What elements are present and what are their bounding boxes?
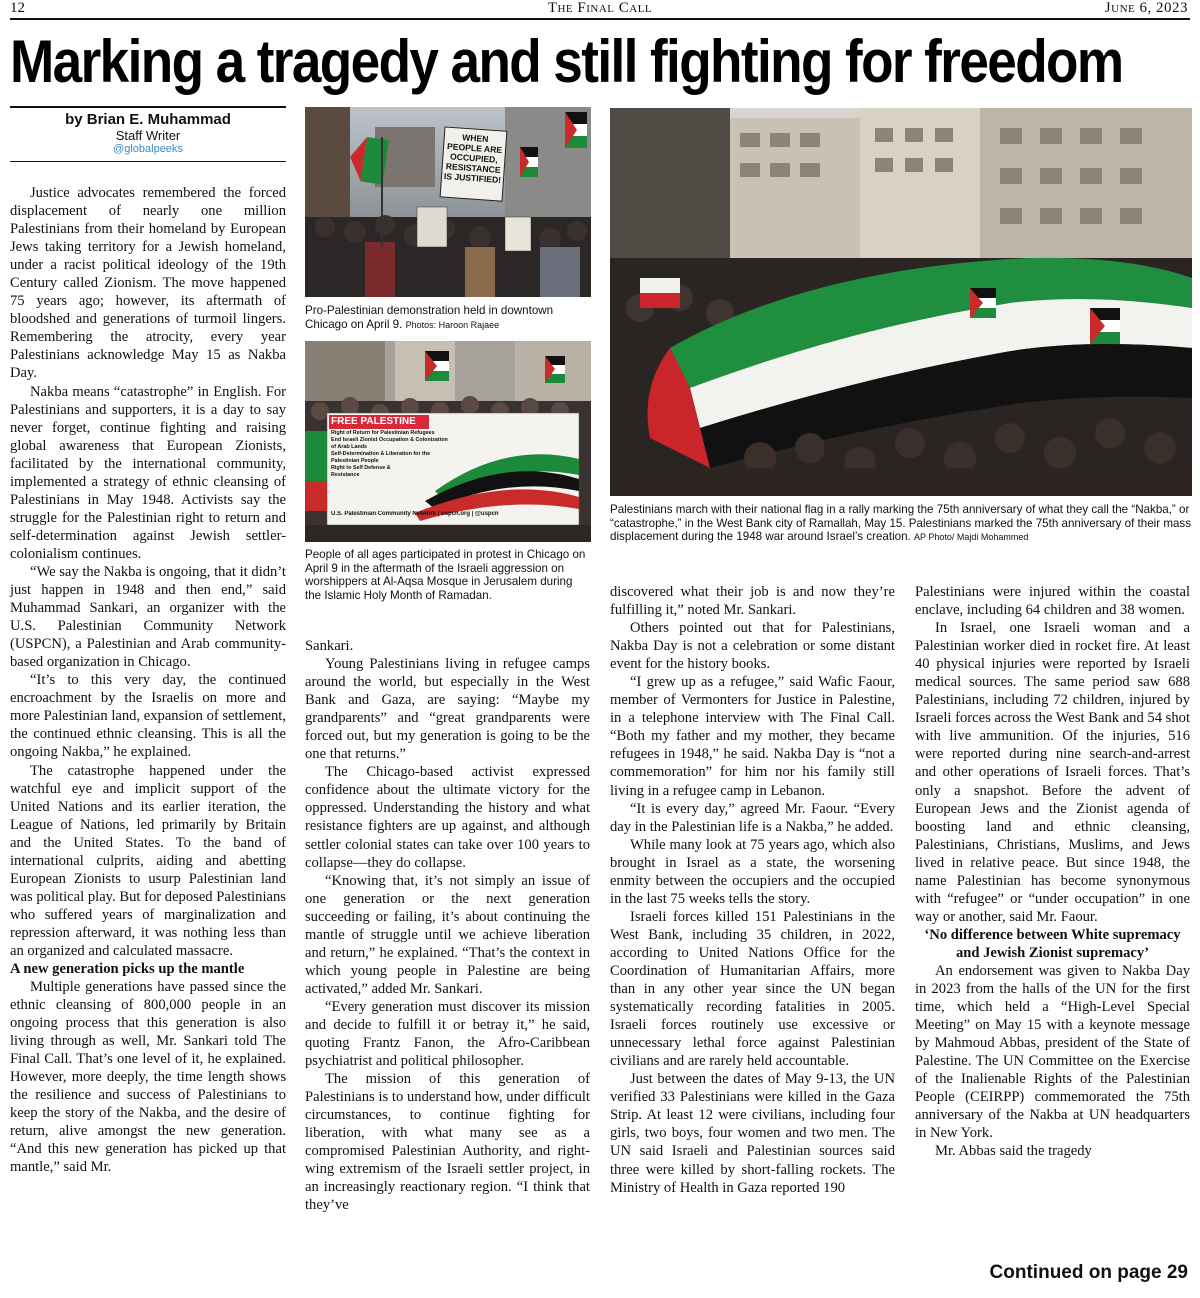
paragraph: An endorsement was given to Nakba Day in 2023 from the halls of the UN for the first time, which held a “High-Level Special Meeting” on May 15 with a keynote message by Mahmoud Abbas, president of the State of Palestine. The UN Committee on the Exercise of the Inalienable Rights of the Palestinian People (CEIRPP) commemorated the 75th anniversary of the Nakba at UN headquarters in New York.: [915, 962, 1190, 1142]
paragraph: Multiple generations have passed since the ethnic cleansing of 800,000 people in an ongoing process that this generation is also living through as well, Mr. Sankari told The Final Call. That’s one level of it, he explained. However, more deeply, the time length shows the resilience and success of Palestinians to keep the story of the Nakba, and the desire of return, alive amongst the new generation. “And this new generation has picked up that mantle,” said Mr.: [10, 979, 286, 1176]
banner-line: of Arab Lands: [331, 444, 368, 450]
issue-date: June 6, 2023: [1104, 0, 1188, 16]
page-number: 12: [10, 0, 25, 16]
caption-text: Palestinians march with their national flag in a rally marking the 75th anniversary of what they call the “Nakba,” or “catastrophe,” in the West Bank city of Ramallah, May 15. Palestinians marked the 75th anniversary of their mass displacement during the 1948 war around Israel’s creation.: [610, 503, 1192, 544]
byline-author: by Brian E. Muhammad: [65, 111, 231, 128]
paragraph: Others pointed out that for Palestinians, Nakba Day is not a celebration or some distant event for the history books.: [610, 620, 895, 673]
paragraph: In Israel, one Israeli woman and a Palestinian worker died in rocket fire. At least 40 physical injuries were reported by Israeli medical sources. The same period saw 688 Palestinians, including 72 children, injured by Israeli forces across the West Bank and 54 shot with live ammunition. Of the injuries, 516 were reported during nine search-and-arrest and other operations of Israeli forces. That’s only a snapshot. Before the advent of European Jews and the Zionist agenda of boosting land and ethnic cleansing, Palestinians, Christians, Muslims, and Jews lived in relative peace. But since 1948, the name Palestinian has become synonymous with “refugee” or “under occupation” in one way or another, said Mr. Faour.: [915, 620, 1190, 925]
photo-credit: Photos: Haroon Rajaee: [405, 319, 500, 330]
paragraph: discovered what their job is and now they’re fulfilling it,” noted Mr. Sankari.: [610, 584, 895, 619]
byline: [10, 106, 286, 162]
byline-handle[interactable]: @globalpeeks: [113, 143, 183, 155]
protest-sign-text: WHEN PEOPLE ARE OCCUPIED, RESISTANCE IS JUSTIFIED!: [443, 132, 503, 186]
banner-line: Resistance: [331, 472, 360, 478]
paragraph: Nakba means “catastrophe” in English. For Palestinians and supporters, it is a day to say never forget, continue fighting and raising global awareness that European Zionists, facilitated by the international community, implemented a strategy of ethnic cleansing of Palestinians in May 1948. Activists say the struggle for the Palestinian right to return and self-determination against Jewish settler-colonialism continues.: [10, 383, 286, 562]
paragraph: Israeli forces killed 151 Palestinians in the West Bank, including 35 children, in 2022, according to United Nations Office for the Coordination of Humanitarian Affairs, more than in any other year since the UN began systematically recording fatalities in 2005. Israeli forces routinely use excessive or unnecessary lethal force against Palestinian civilians and are rarely held accountable.: [610, 908, 895, 1070]
paragraph: “I grew up as a refugee,” said Wafic Faour, member of Vermonters for Justice in Palestine, in a telephone interview with The Final Call. “Both my father and my mother, they became refugees in 1948,” he said. Nakba Day is “not a commemoration” for him nor his family still living in a refugee camp in Lebanon.: [610, 674, 895, 799]
paragraph: “It is every day,” agreed Mr. Faour. “Every day in the Palestinian life is a Nakba,” he added.: [610, 800, 895, 835]
banner-footer: U.S. Palestinian Community Network | uspcn.org | @uspcn: [331, 511, 499, 517]
photo3-caption: [610, 503, 1192, 545]
subheading: A new generation picks up the mantle: [10, 961, 245, 978]
article-column-4: [915, 583, 1190, 1263]
paragraph: Palestinians were injured within the coastal enclave, including 64 children and 38 women.: [915, 584, 1190, 619]
byline-role: Staff Writer: [115, 128, 181, 143]
paragraph: The catastrophe happened under the watchful eye and implicit support of the United Nations and its earlier iteration, the League of Nations, led primarily by Britain and the United States. To the band of international culprits, aiding and abetting European Zionists to usurp Palestinian land was political play. But for deposed Palestinians who suffered years of marginalization and repression afterward, it was nothing less than an organized and calculated massacre.: [10, 762, 286, 959]
paragraph: Mr. Abbas said the tragedy: [935, 1143, 1092, 1160]
banner-protest-photo: [305, 341, 591, 542]
banner-line: Right of Return for Palestinian Refugees: [331, 430, 435, 436]
article-column-2: [305, 637, 590, 1289]
banner-line: End Israeli Zionist Occupation & Colonization: [331, 437, 448, 443]
paragraph: “It’s to this very day, the continued encroachment by the Israelis on more and more Palestinian land, expansion of settlement, the continued ethnic cleansing. This is all the ongoing Nakba,” he explained.: [10, 672, 286, 761]
banner-line: Palestinian People: [331, 458, 379, 464]
banner-line: Self-Determination & Liberation for the: [331, 451, 431, 457]
headline: Marking a tragedy and still fighting for freedom: [10, 28, 1123, 95]
article-column-1: [10, 184, 286, 1288]
paragraph: While many look at 75 years ago, which also brought in Israel as a state, the worsening enmity between the occupiers and the occupied in the last 75 weeks tells the story.: [610, 836, 895, 907]
paragraph: The mission of this generation of Palestinians is to understand how, under difficult circumstances, to continue fighting for liberation, with what many see as a compromised Palestinian Authority, and right-wing extremism of the Israeli settler project, in an increasingly reactionary region. “I think that they’ve: [305, 1071, 590, 1214]
continued-jump-line[interactable]: Continued on page 29: [989, 1262, 1188, 1283]
publication-name: The Final Call: [547, 0, 653, 16]
photo1-caption: [305, 304, 591, 332]
article-column-3: [610, 583, 895, 1289]
banner-title: FREE PALESTINE: [331, 416, 416, 427]
subheading: ‘No difference between White supremacy and Jewish Zionist supremacy’: [924, 926, 1181, 961]
protest-photo-chicago: [305, 107, 591, 297]
banner-line: Right to Self Defense &: [331, 465, 391, 471]
paragraph: Justice advocates remembered the forced displacement of nearly one million Palestinians from their homeland by European Jews taking territory for a Jewish homeland, under a racist political ideology of the 19th Century called Zionism. The move happened 75 years ago; however, its aftermath of bloodshed and generations of turmoil lingers. Remembering the atrocity, every year Palestinians acknowledge May 15 as Nakba Day.: [10, 185, 286, 382]
page-header: [10, 0, 1190, 18]
paragraph: The Chicago-based activist expressed confidence about the ultimate victory for the oppressed. Understanding the history and what resistance fighters are up against, and although settler colonial states can take over 100 years to collapse—they do collapse.: [305, 764, 590, 871]
paragraph: Just between the dates of May 9-13, the UN verified 33 Palestinians were killed in the Gaza Strip. At least 12 were civilians, including four girls, two boys, four women and two men. The UN said Israeli and Palestinian sources said three were killed by short-falling rockets. The Ministry of Health in Gaza reported 190: [610, 1071, 895, 1196]
paragraph: “We say the Nakba is ongoing, that it didn’t just happen in 1948 and then end,” said Muhammad Sankari, an organizer with the U.S. Palestinian Community Network (USPCN), a Palestinian and Arab community-based organization in Chicago.: [10, 563, 286, 671]
paragraph: “Every generation must discover its mission and decide to fulfill it or betray it,” he said, quoting Frantz Fanon, the Afro-Caribbean psychiatrist and political philosopher.: [305, 998, 590, 1070]
paragraph: Sankari.: [305, 638, 354, 654]
ramallah-march-photo: [610, 108, 1192, 496]
photo-credit: AP Photo/ Majdi Mohammed: [914, 532, 1029, 543]
photo2-caption: People of all ages participated in protest in Chicago on April 9 in the aftermath of the Israeli aggression on worshippers at Al-Aqsa Mosque in Jerusalem during the Islamic Holy Month of Ramadan.: [305, 548, 586, 602]
paragraph: “Knowing that, it’s not simply an issue of one generation or the next generation succeeding or failing, it’s about continuing the mantle of struggle until we achieve liberation and return,” he explained. “That’s the context in which young people in Palestine are being activated,” added Mr. Sankari.: [305, 872, 590, 997]
caption-text: Pro-Palestinian demonstration held in downtown Chicago on April 9.: [305, 304, 554, 331]
header-rule: [10, 18, 1190, 20]
paragraph: Young Palestinians living in refugee camps around the world, but especially in the West Bank and Gaza, are saying: “Maybe my grandparents” and “great grandparents were forced out, but my generation is going to be the one that returns.”: [305, 656, 590, 763]
